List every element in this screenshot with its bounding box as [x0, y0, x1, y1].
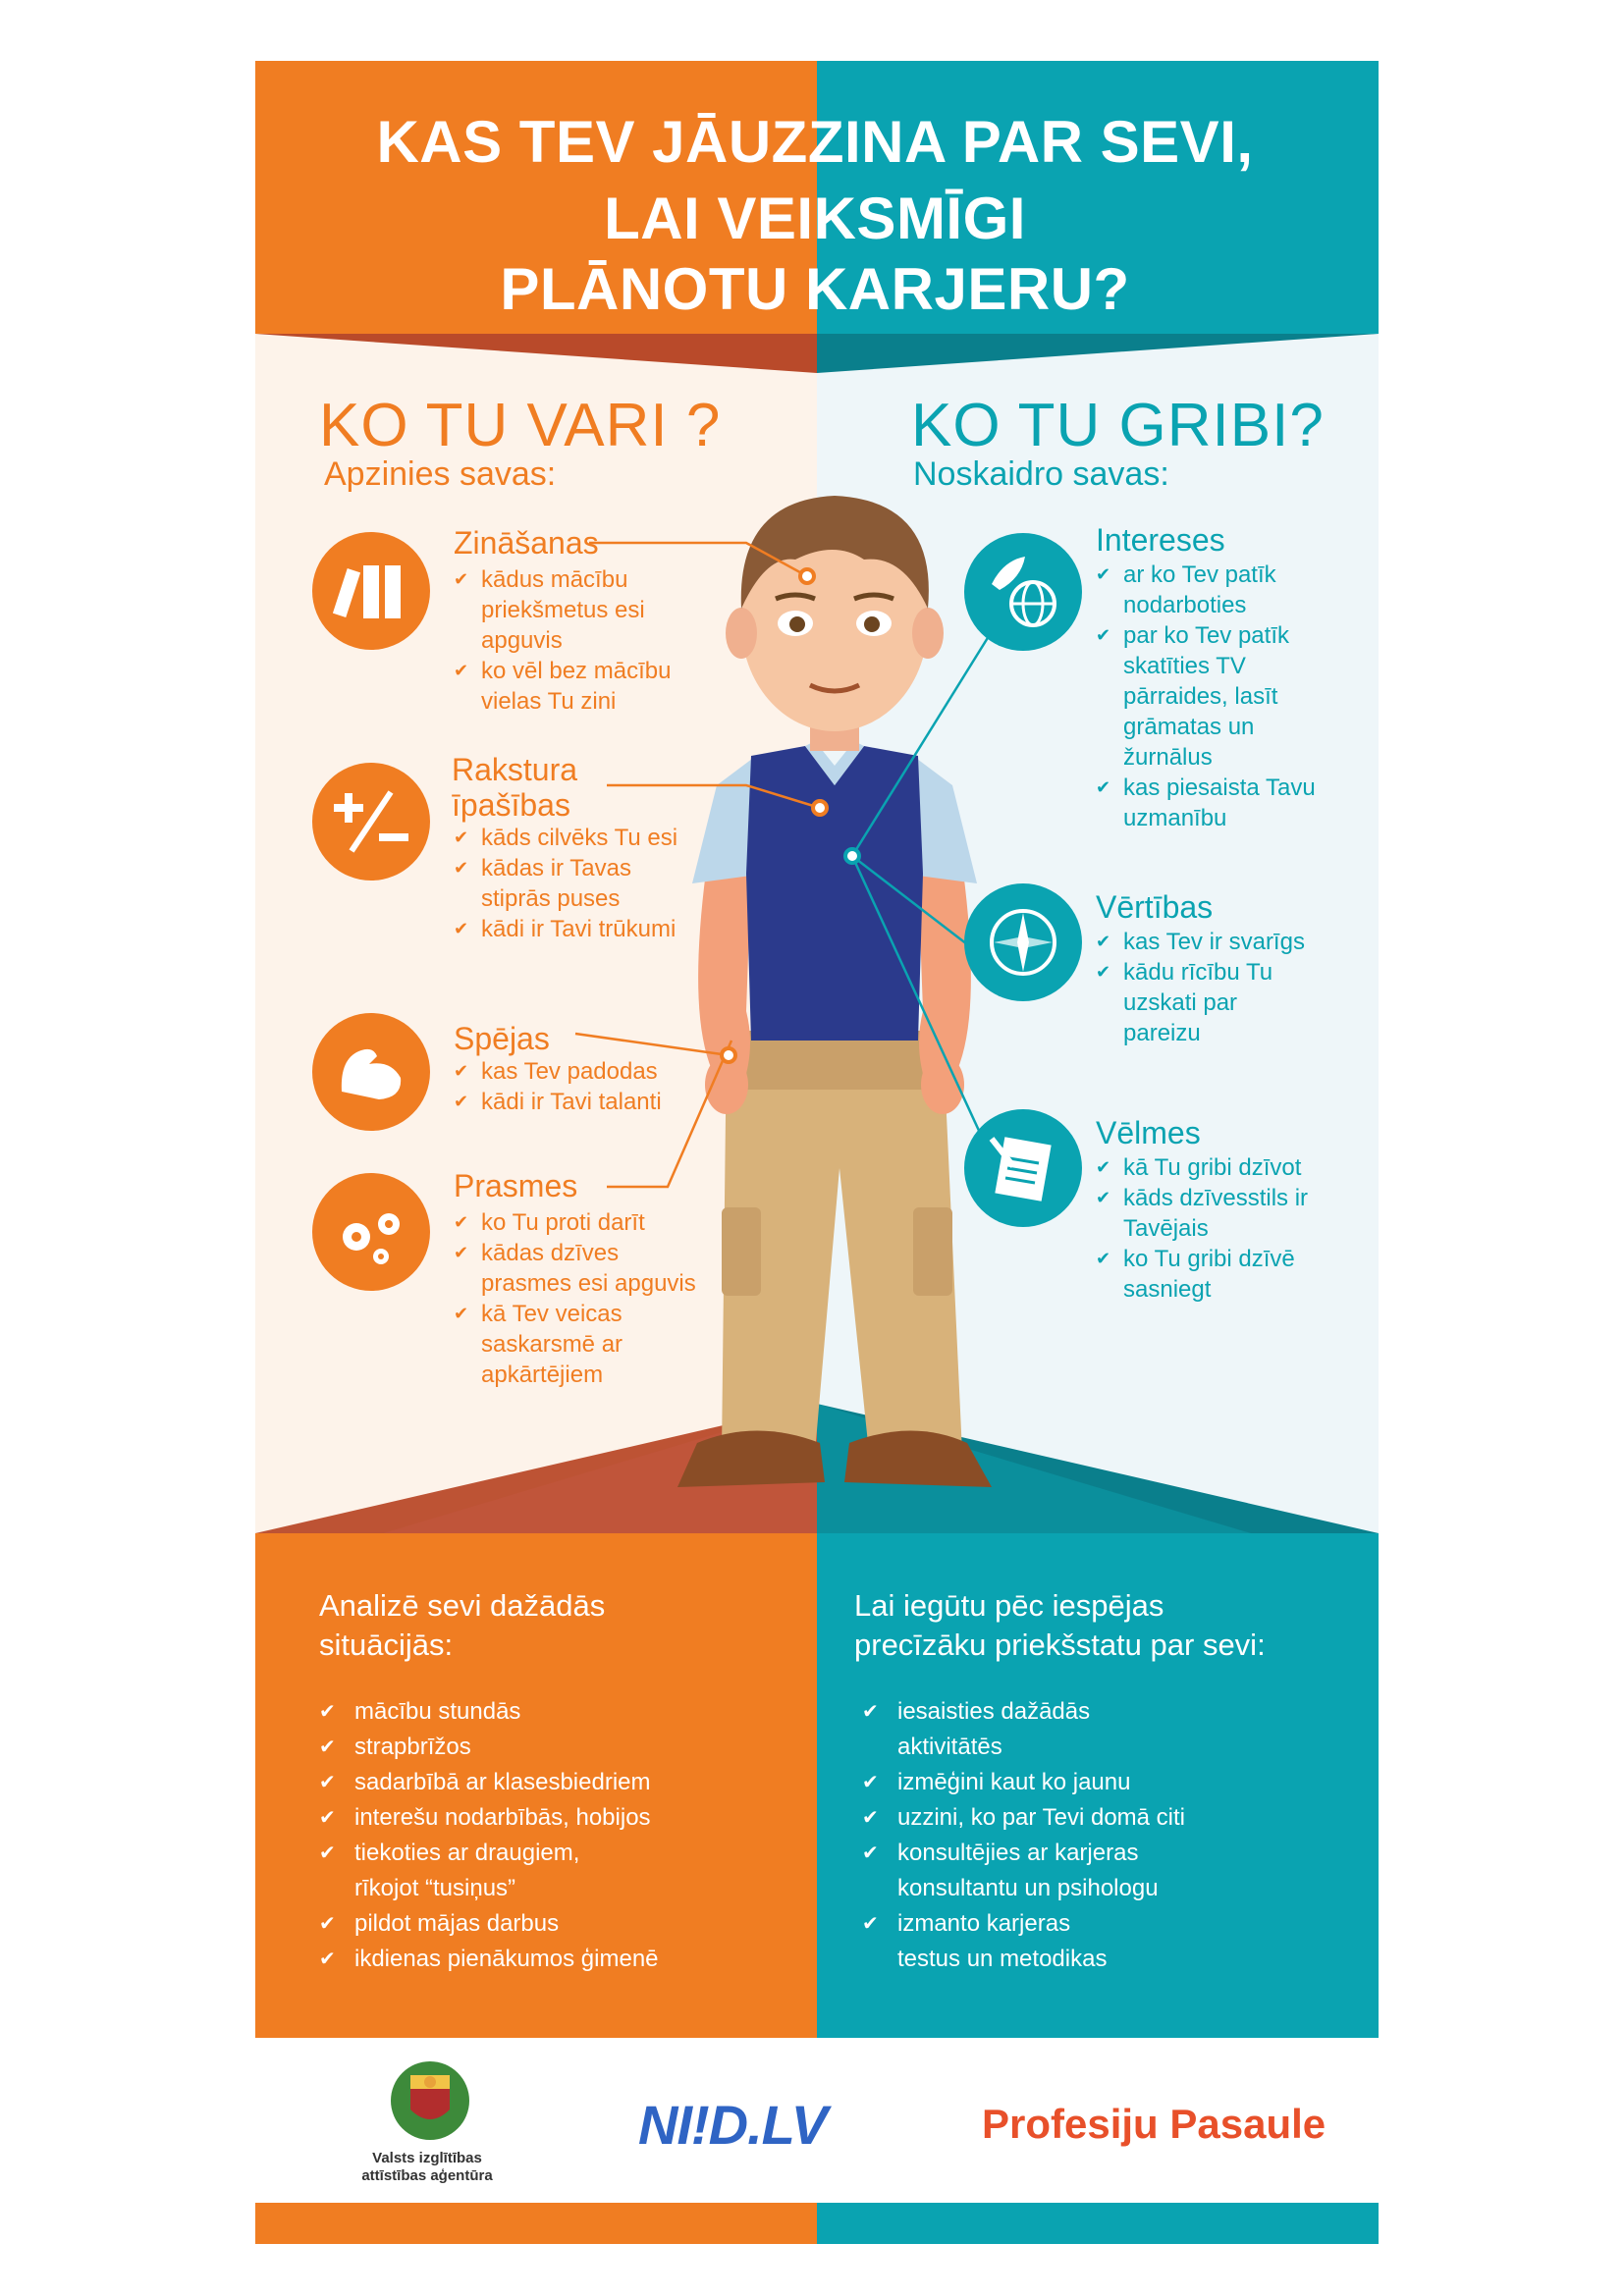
list-item: ✔ interešu nodarbībās, hobijos	[319, 1800, 781, 1836]
list-item: ✔ kādas dzīves prasmes esi apguvis	[454, 1240, 696, 1297]
list-item: ✔ kas piesaista Tavu uzmanību	[1096, 774, 1316, 831]
list-item: ✔ kā Tev veicas saskarsmē ar apkārtējiem	[454, 1301, 623, 1388]
agency-name-line-1: Valsts izglītības	[372, 2150, 482, 2166]
rocket-globe-icon	[964, 533, 1082, 651]
page-title-line-2: LAI VEIKSMĪGI	[604, 186, 1026, 251]
list-item: ✔ uzzini, ko par Tevi domā citi	[862, 1800, 1186, 1836]
check-icon: ✔	[1096, 932, 1111, 951]
check-icon: ✔	[1096, 625, 1111, 645]
list-item: ✔ par ko Tev patīk skatīties TV pārraides, lasīt grāmatas un žurnālus	[1096, 622, 1289, 771]
check-icon: ✔	[319, 1949, 336, 1970]
list-item: ✔ tiekoties ar draugiem, rīkojot “tusiņus”	[319, 1836, 629, 1906]
list-item: ✔ sadarbībā ar klasesbiedriem	[319, 1765, 781, 1800]
left-heading: KO TU VARI ?	[319, 392, 722, 459]
check-icon: ✔	[1096, 1188, 1111, 1207]
coat-of-arms-logo	[381, 2056, 479, 2146]
check-icon: ✔	[454, 858, 469, 878]
page-title-line-3: PLĀNOTU KARJERU?	[500, 256, 1130, 322]
list-item: ✔ kas Tev ir svarīgs	[1096, 929, 1305, 955]
check-icon: ✔	[1096, 1249, 1111, 1268]
item-title-vertibas: Vērtības	[1096, 889, 1214, 925]
list-item: ✔ kādus mācību priekšmetus esi apguvis	[454, 566, 645, 654]
check-icon: ✔	[454, 1304, 469, 1323]
bullets-intereses	[1096, 560, 1322, 833]
compass-icon	[964, 883, 1082, 1001]
check-icon: ✔	[862, 1701, 879, 1723]
check-icon: ✔	[454, 1061, 469, 1081]
list-item: ✔ kāds dzīvesstils ir Tavējais	[1096, 1185, 1309, 1242]
check-icon: ✔	[454, 919, 469, 938]
bottom-left-heading-2: situācijās:	[319, 1628, 454, 1662]
list-item: ✔ pildot mājas darbus	[319, 1906, 781, 1942]
list-item: ✔ konsultējies ar karjeras konsultantu un psihologu	[862, 1836, 1221, 1906]
check-icon: ✔	[1096, 962, 1111, 982]
document-pen-icon	[964, 1109, 1082, 1227]
check-icon: ✔	[454, 1243, 469, 1262]
item-title-intereses: Intereses	[1096, 522, 1225, 558]
check-icon: ✔	[454, 828, 469, 847]
list-item: ✔ kāds cilvēks Tu esi	[454, 825, 678, 851]
list-item: ✔ kā Tu gribi dzīvot	[1096, 1154, 1302, 1181]
list-item: ✔ ko Tu proti darīt	[454, 1209, 645, 1236]
check-icon: ✔	[319, 1736, 336, 1758]
bullets-rakstura	[454, 823, 689, 944]
check-icon: ✔	[319, 1842, 336, 1864]
page-title-line-1: KAS TEV JĀUZZINA PAR SEVI,	[376, 109, 1254, 175]
list-item: ✔ ar ko Tev patīk nodarboties	[1096, 561, 1276, 618]
bottom-right-heading-2: precīzāku priekšstatu par sevi:	[854, 1628, 1266, 1662]
bullets-prasmes	[454, 1207, 709, 1390]
check-icon: ✔	[862, 1913, 879, 1935]
footer-right-bar	[817, 2203, 1379, 2244]
check-icon: ✔	[319, 1913, 336, 1935]
bullets-zinasanas	[454, 564, 699, 717]
check-icon: ✔	[454, 1092, 469, 1111]
list-item: ✔ kādu rīcību Tu uzskati par pareizu	[1096, 959, 1273, 1046]
bottom-right-bullets	[862, 1694, 1186, 1977]
list-item: ✔ ko vēl bez mācību vielas Tu zini	[454, 658, 672, 715]
check-icon: ✔	[454, 661, 469, 680]
check-icon: ✔	[862, 1807, 879, 1829]
item-title-zinasanas: Zināšanas	[454, 525, 599, 561]
list-item: ✔ kādi ir Tavi trūkumi	[454, 916, 677, 942]
agency-name-line-2: attīstības aģentūra	[361, 2167, 493, 2184]
list-item: ✔ kādi ir Tavi talanti	[454, 1089, 662, 1115]
check-icon: ✔	[319, 1701, 336, 1723]
item-title-rakstura-1: Rakstura	[452, 752, 578, 787]
item-title-spejas: Spējas	[454, 1021, 550, 1056]
check-icon: ✔	[319, 1772, 336, 1793]
muscle-arm-icon	[312, 1013, 430, 1131]
bottom-left-bullets	[319, 1694, 781, 1977]
list-item: ✔ ko Tu gribi dzīvē sasniegt	[1096, 1246, 1295, 1303]
gears-icon	[312, 1173, 430, 1291]
right-subheading: Noskaidro savas:	[913, 455, 1169, 493]
bottom-left-heading-1: Analizē sevi dažādās	[319, 1588, 606, 1623]
list-item: ✔ izmanto karjeras testus un metodikas	[862, 1906, 1133, 1977]
profesiju-pasaule-logo: Profesiju Pasaule	[982, 2101, 1326, 2147]
books-icon	[312, 532, 430, 650]
list-item: ✔ strapbrīžos	[319, 1730, 781, 1765]
list-item: ✔ mācību stundās	[319, 1694, 781, 1730]
list-item: ✔ ikdienas pienākumos ģimenē	[319, 1942, 781, 1977]
bullets-velmes	[1096, 1152, 1322, 1305]
check-icon: ✔	[862, 1842, 879, 1864]
niid-logo: NI!D.LV	[638, 2094, 828, 2156]
check-icon: ✔	[454, 569, 469, 589]
list-item: ✔ iesaisties dažādās aktivitātēs	[862, 1694, 1123, 1765]
left-subheading: Apzinies savas:	[324, 455, 557, 493]
check-icon: ✔	[1096, 564, 1111, 584]
list-item: ✔ kas Tev padodas	[454, 1058, 658, 1085]
list-item: ✔ izmēģini kaut ko jaunu	[862, 1765, 1186, 1800]
check-icon: ✔	[454, 1212, 469, 1232]
check-icon: ✔	[862, 1772, 879, 1793]
plus-minus-icon	[312, 763, 430, 881]
bullets-spejas	[454, 1056, 709, 1117]
item-title-rakstura-2: īpašības	[452, 787, 570, 823]
item-title-velmes: Vēlmes	[1096, 1115, 1201, 1150]
item-title-prasmes: Prasmes	[454, 1168, 578, 1203]
check-icon: ✔	[319, 1807, 336, 1829]
bottom-right-heading-1: Lai iegūtu pēc iespējas	[854, 1588, 1164, 1623]
list-item: ✔ kādas ir Tavas stiprās puses	[454, 855, 631, 912]
right-heading: KO TU GRIBI?	[911, 392, 1325, 459]
bullets-vertibas	[1096, 927, 1312, 1048]
footer-left-bar	[255, 2203, 817, 2244]
check-icon: ✔	[1096, 777, 1111, 797]
check-icon: ✔	[1096, 1157, 1111, 1177]
